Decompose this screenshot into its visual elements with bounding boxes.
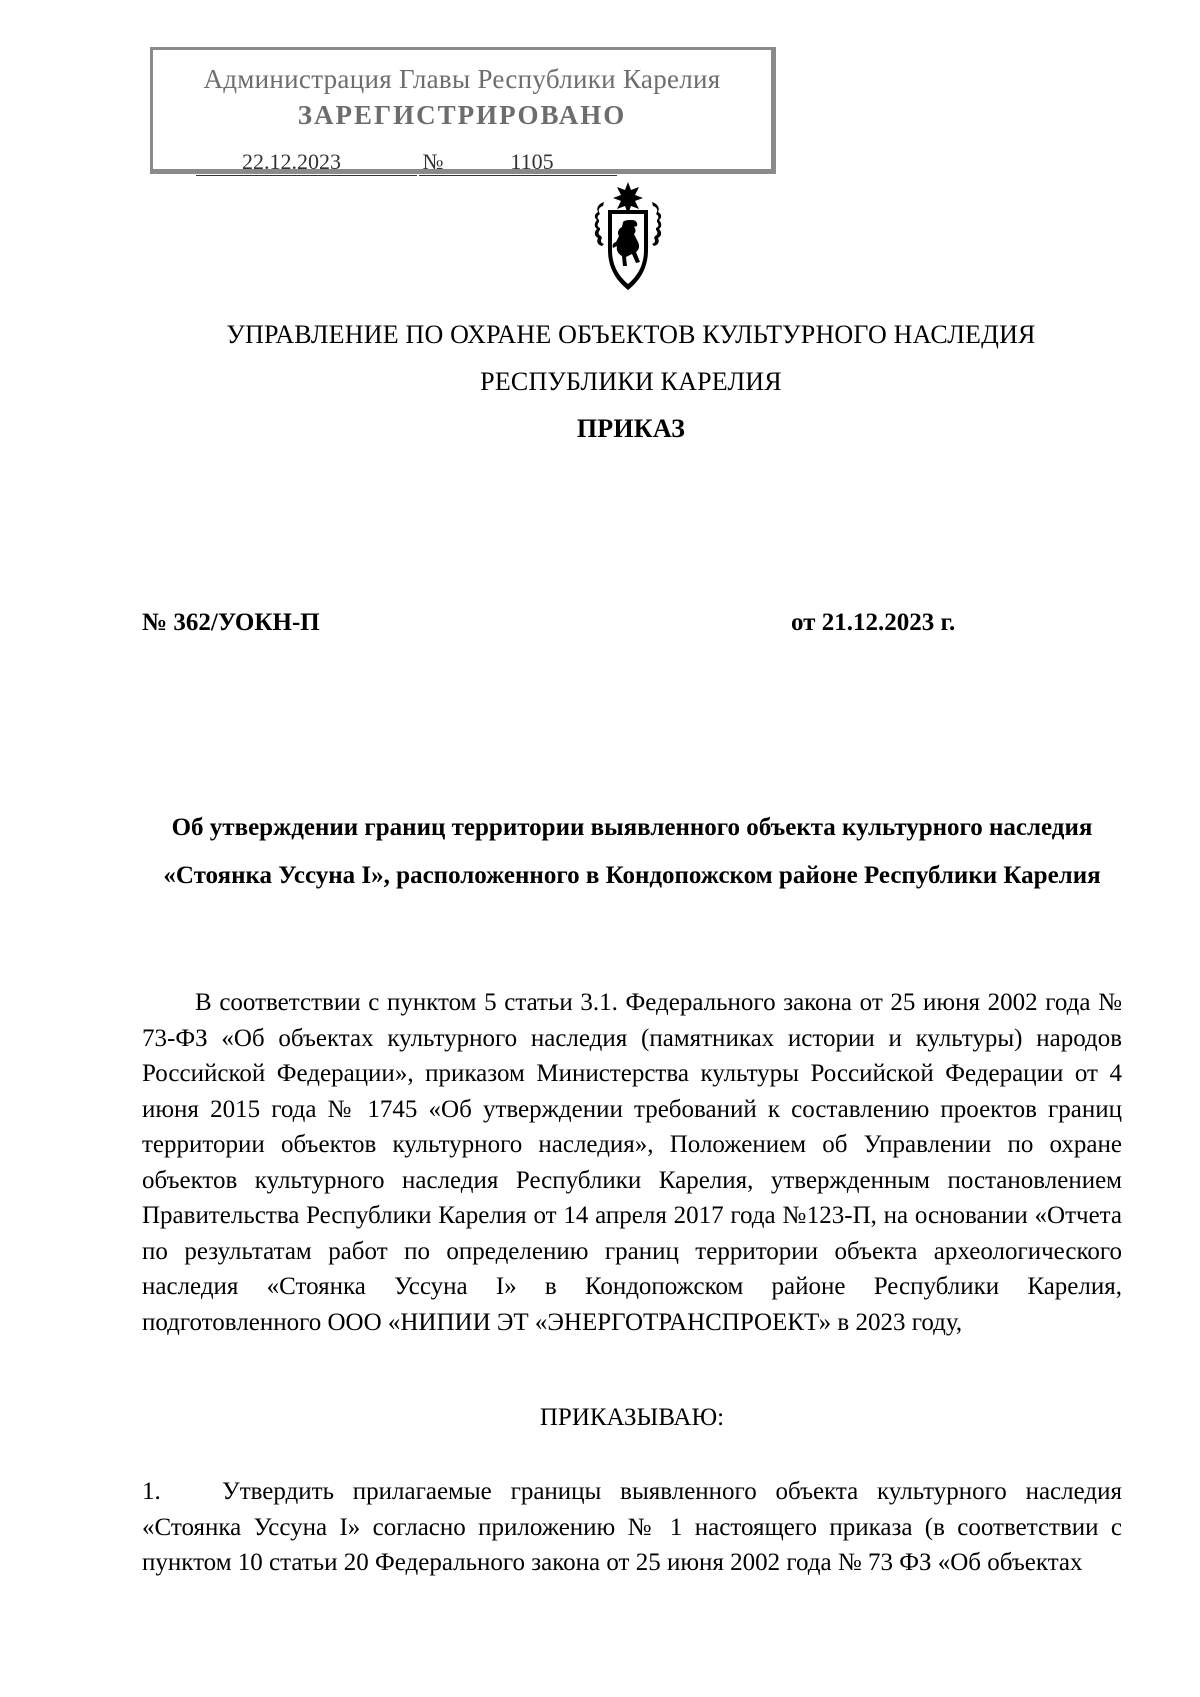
stamp-organization: Администрация Главы Республики Карелия	[203, 64, 721, 94]
registration-stamp	[150, 47, 776, 174]
stamp-status: ЗАРЕГИСТРИРОВАНО	[297, 100, 627, 130]
list-item	[142, 1474, 1122, 1581]
item-text: Утвердить прилагаемые границы выявленного объекта культурного наследия «Стоянка Уссуна I» согласно приложению № 1 настоящего приказа (в соответствии с пунктом 10 статьи 20 Федерального закона от 25 июня 2002 года № 73 ФЗ «Об объектах	[142, 1478, 1122, 1576]
karelia-coat-of-arms-icon	[588, 180, 668, 293]
order-date: от 21.12.2023 г.	[791, 609, 956, 636]
preamble-paragraph: В соответствии с пунктом 5 статьи 3.1. Федерального закона от 25 июня 2002 года № 73-ФЗ «Об объектах культурного наследия (памятниках истории и культуры) народов Российской Федерации», приказом Министерства культуры Российской Федерации от 4 июня 2015 года № 1745 «Об утверждении требований к составлению проектов границ территории объектов культурного наследия», Положением об Управлении по охране объектов культурного наследия Республики Карелия, утвержденным постановлением Правительства Республики Карелия от 14 апреля 2017 года №123-П, на основании «Отчета по результатам работ по определению границ территории объекта археологического наследия «Стоянка Уссуна I» в Кондопожском районе Республики Карелия, подготовленного ООО «НИПИИ ЭТ «ЭНЕРГОТРАНСПРОЕКТ» в 2023 году,	[142, 989, 1122, 1336]
stamp-date: 22.12.2023	[196, 149, 387, 176]
agency-name-line2: РЕСПУБЛИКИ КАРЕЛИЯ	[480, 367, 782, 396]
document-title: Об утверждении границ территории выявленного объекта культурного наследия «Стоянка Уссуна I», расположенного в Кондопожском районе Республики Карелия	[163, 814, 1101, 889]
item-number: 1.	[142, 1478, 161, 1505]
stamp-number-sign: №	[419, 149, 447, 176]
order-number: № 362/УОКН-П	[142, 609, 320, 636]
agency-name-line1: УПРАВЛЕНИЕ ПО ОХРАНЕ ОБЪЕКТОВ КУЛЬТУРНОГО НАСЛЕДИЯ	[226, 320, 1036, 349]
stamp-underline	[387, 149, 417, 176]
document-type: ПРИКАЗ	[576, 414, 686, 443]
decree-word: ПРИКАЗЫВАЮ:	[539, 1404, 725, 1431]
stamp-number: 1105	[447, 149, 617, 176]
